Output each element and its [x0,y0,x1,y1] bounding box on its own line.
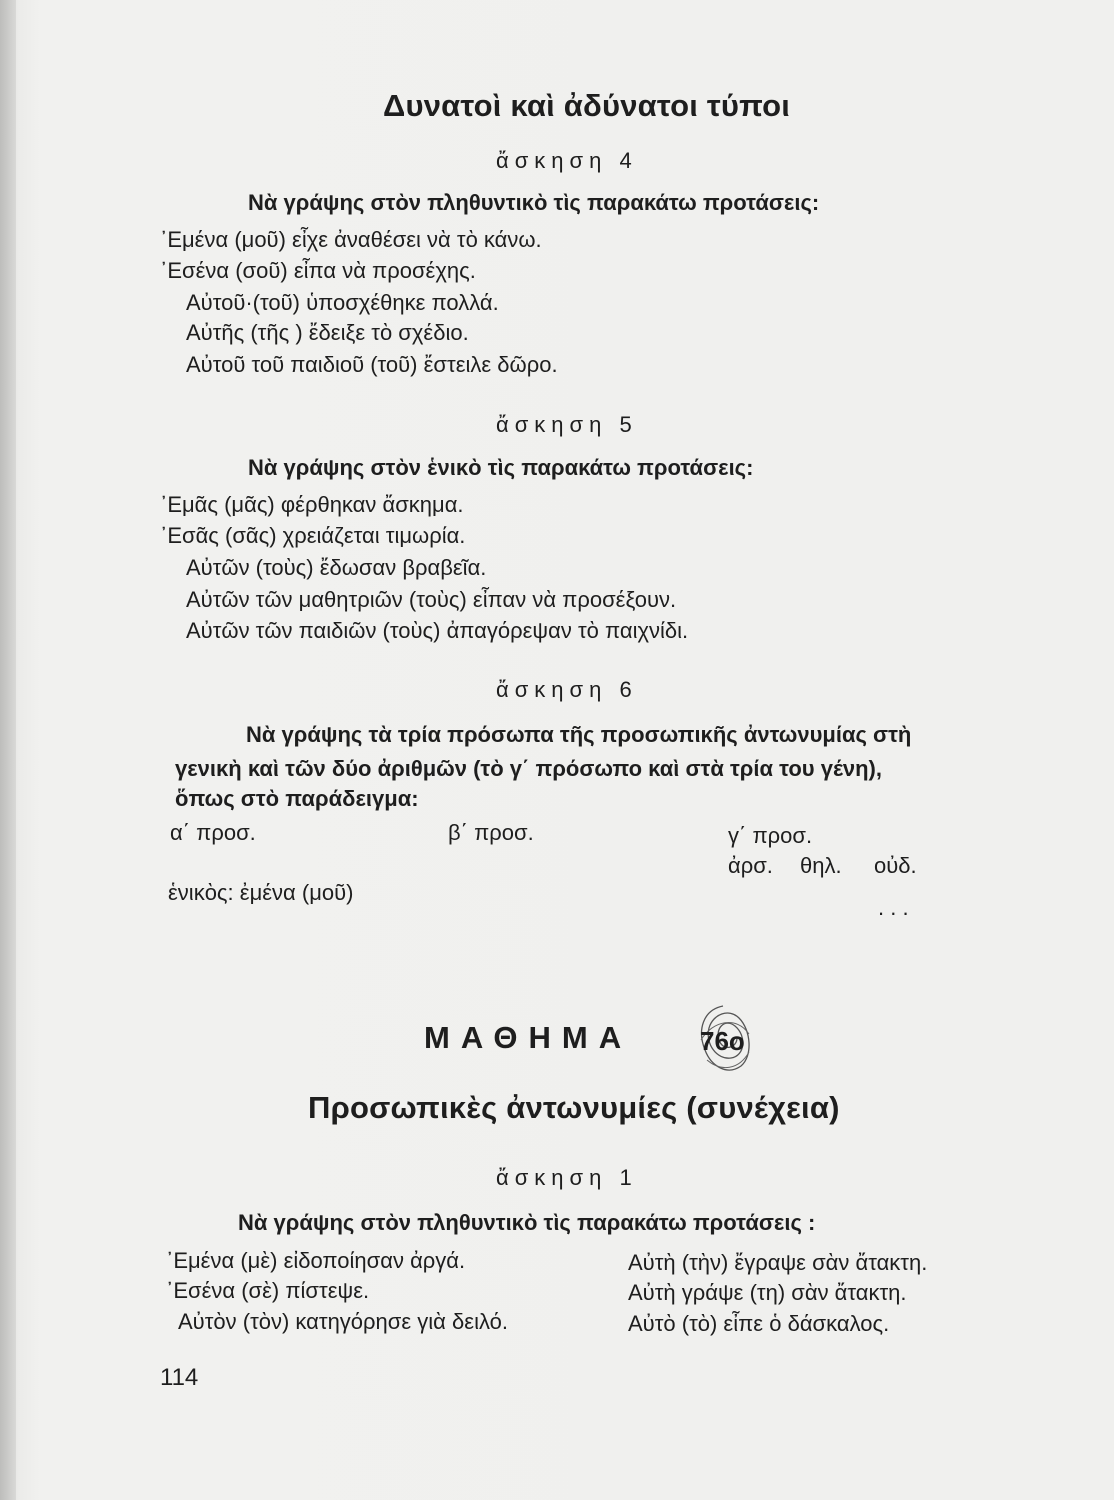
third-person-column-header: γ΄ προσ. [728,823,813,848]
gender-feminine-header: θηλ. [800,853,842,878]
gender-masculine-header: ἀρσ. [728,853,773,878]
exercise-1-left-line: Αὐτὸν (τὸν) κατηγόρησε γιὰ δειλό. [178,1309,508,1334]
exercise-1-right-line: Αὐτὴ γράψε (τη) σὰν ἄτακτη. [628,1280,907,1305]
lesson-label: ΜΑΘΗΜΑ [424,1020,633,1055]
exercise-1-left-line: ᾿Εσένα (σὲ) πίστεψε. [166,1278,370,1303]
exercise-4-line: ᾿Εμένα (μοῦ) εἶχε ἀναθέσει νὰ τὸ κάνω. [160,227,542,252]
exercise-4-instruction: Νὰ γράψης στὸν πληθυντικὸ τὶς παρακάτω προτάσεις: [248,190,820,215]
exercise-5-line: Αὐτῶν τῶν μαθητριῶν (τοὺς) εἶπαν νὰ προσέξουν. [186,587,677,612]
exercise-5-line: Αὐτῶν (τοὺς) ἔδωσαν βραβεῖα. [186,555,487,580]
exercise-5-line: Αὐτῶν τῶν παιδιῶν (τοὺς) ἀπαγόρεψαν τὸ παιχνίδι. [186,618,689,643]
exercise-6-instruction-line: Νὰ γράψης τὰ τρία πρόσωπα τῆς προσωπικῆς ἀντωνυμίας στὴ [246,722,912,747]
exercise-6-instruction-line: ὅπως στὸ παράδειγμα: [175,786,419,811]
exercise-4-line: Αὐτοῦ τοῦ παιδιοῦ (τοῦ) ἔστειλε δῶρο. [186,352,558,377]
exercise-1-instruction: Νὰ γράψης στὸν πληθυντικὸ τὶς παρακάτω προτάσεις : [238,1210,816,1235]
exercise-4-label: ἄσκηση 4 [496,148,638,173]
exercise-6-instruction-line: γενικὴ καὶ τῶν δύο ἀριθμῶν (τὸ γ΄ πρόσωπο καὶ στὰ τρία του γένη), [175,756,882,781]
exercise-5-instruction: Νὰ γράψης στὸν ἑνικὸ τὶς παρακάτω προτάσεις: [248,455,754,480]
second-person-column-header: β΄ προσ. [448,820,534,845]
exercise-1-right-line: Αὐτὴ (τὴν) ἔγραψε σὰν ἄτακτη. [628,1250,928,1275]
exercise-5-label: ἄσκηση 5 [496,412,638,437]
exercise-4-line: Αὐτῆς (τῆς ) ἔδειξε τὸ σχέδιο. [186,320,469,345]
exercise-6-label: ἄσκηση 6 [496,677,638,702]
example-blank-dots: . . . [878,895,909,920]
exercise-5-line: ᾿Εμᾶς (μᾶς) φέρθηκαν ἄσκημα. [160,492,464,517]
exercise-5-line: ᾿Εσᾶς (σᾶς) χρειάζεται τιμωρία. [160,523,466,548]
lesson-title: Προσωπικὲς ἀντωνυμίες (συνέχεια) [308,1090,840,1125]
page-binding-shadow [0,0,16,1500]
gender-neuter-header: οὐδ. [874,853,917,878]
singular-example: ἑνικὸς: ἐμένα (μοῦ) [168,880,354,905]
exercise-4-line: Αὐτοῦ·(τοῦ) ὑποσχέθηκε πολλά. [186,290,499,315]
page-number: 114 [160,1364,199,1391]
lesson-number: 76ο [700,1026,745,1056]
exercise-1-label: ἄσκηση 1 [496,1165,638,1190]
section-title: Δυνατοὶ καὶ ἀδύνατοι τύποι [383,88,791,123]
exercise-1-left-line: ᾿Εμένα (μὲ) εἰδοποίησαν ἀργά. [166,1248,466,1273]
exercise-1-right-line: Αὐτὸ (τὸ) εἶπε ὁ δάσκαλος. [628,1311,890,1336]
exercise-4-line: ᾿Εσένα (σοῦ) εἶπα νὰ προσέχης. [160,258,476,283]
first-person-column-header: α΄ προσ. [170,820,256,845]
